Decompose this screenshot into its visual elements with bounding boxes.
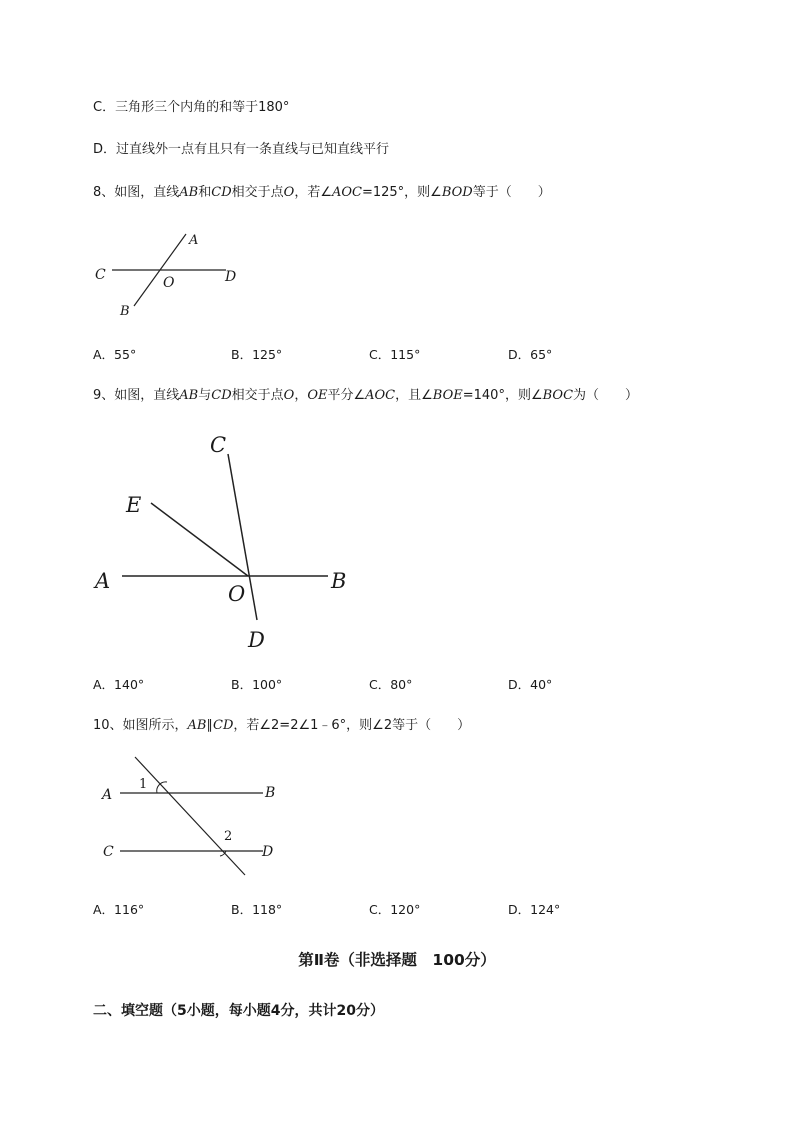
question-10-text <box>93 718 470 734</box>
q8-text-2: 和 <box>198 185 212 200</box>
question-9-text <box>93 388 638 404</box>
q10-angle-1-arc <box>157 782 167 793</box>
q9-text-3: 相交于点 <box>231 388 284 403</box>
q10-label-d: D <box>262 844 274 860</box>
q9-text-2: 与 <box>198 388 212 403</box>
q10-label-a: A <box>102 787 113 803</box>
q8-label-b: B <box>120 304 130 319</box>
q9-text-1: 9、如图，直线 <box>93 388 180 403</box>
q9-text-8: 为（ ） <box>573 388 639 403</box>
q9-label-c: C <box>210 433 227 457</box>
q8-var-ab: AB <box>179 185 199 200</box>
q9-figure <box>88 428 358 658</box>
q8-var-aoc: AOC <box>331 185 362 200</box>
q8-var-bod: BOD <box>441 185 473 200</box>
q10-var-ab: AB <box>187 718 207 733</box>
q9-text-6: ，且∠ <box>395 388 433 403</box>
q8-text-6: 等于（ ） <box>472 185 551 200</box>
q9-text-5: 平分∠ <box>327 388 366 403</box>
section-2-title: 二、填空题（5小题，每小题4分，共计20分） <box>93 1003 384 1019</box>
q9-var-o: O <box>283 388 295 403</box>
q9-text-7: =140°，则∠ <box>462 388 543 403</box>
q9-option-a: A．140° <box>93 677 145 692</box>
q9-text-4: ， <box>294 388 308 403</box>
q9-var-cd: CD <box>211 388 232 403</box>
q8-label-d: D <box>225 269 237 285</box>
q10-label-c: C <box>103 844 114 860</box>
q9-var-oe: OE <box>307 388 328 403</box>
q8-label-o: O <box>163 275 175 291</box>
q8-text-3: 相交于点 <box>231 185 284 200</box>
q9-var-ab: AB <box>179 388 199 403</box>
q8-var-cd: CD <box>211 185 232 200</box>
q9-var-boc: BOC <box>542 388 574 403</box>
q9-label-b: B <box>331 569 347 593</box>
q8-option-c: C．115° <box>369 347 421 362</box>
q8-option-b: B．125° <box>231 347 283 362</box>
q9-option-b: B．100° <box>231 677 283 692</box>
q8-text-1: 8、如图，直线 <box>93 185 180 200</box>
q9-label-e: E <box>126 493 142 517</box>
q8-option-a: A．55° <box>93 347 137 362</box>
q9-label-d: D <box>248 628 265 652</box>
question-8-text <box>93 185 551 201</box>
q10-option-d: D．124° <box>508 902 561 917</box>
q8-text-4: ，若∠ <box>294 185 332 200</box>
q10-label-b: B <box>265 785 276 801</box>
q8-figure <box>90 228 260 323</box>
q9-label-a: A <box>95 569 111 593</box>
q10-var-cd: CD <box>213 718 234 733</box>
q10-transversal <box>135 757 245 875</box>
q9-option-c: C．80° <box>369 677 413 692</box>
q8-var-o: O <box>283 185 295 200</box>
q8-text-5: =125°，则∠ <box>361 185 442 200</box>
q10-option-b: B．118° <box>231 902 283 917</box>
part-2-heading: 第Ⅱ卷（非选择题 100分） <box>298 951 496 969</box>
q9-option-d: D．40° <box>508 677 553 692</box>
q9-ray-oe <box>151 503 248 576</box>
q8-option-d: D．65° <box>508 347 553 362</box>
q9-var-aoc: AOC <box>365 388 396 403</box>
q10-label-1: 1 <box>139 777 148 792</box>
q10-text-3: ，若∠2=2∠1﹣6°，则∠2等于（ ） <box>233 718 471 733</box>
q9-label-o: O <box>228 582 246 606</box>
q8-label-c: C <box>95 267 106 283</box>
q10-figure <box>95 752 295 882</box>
q8-label-a: A <box>189 233 199 248</box>
q9-var-boe: BOE <box>432 388 463 403</box>
q10-label-2: 2 <box>224 829 233 844</box>
q10-text-2: ∥ <box>206 718 213 733</box>
q10-option-c: C．120° <box>369 902 421 917</box>
q10-text-1: 10、如图所示， <box>93 718 188 733</box>
q10-option-a: A．116° <box>93 902 145 917</box>
option-c-line: C．三角形三个内角的和等于180° <box>93 100 290 115</box>
option-d-line: D．过直线外一点有且只有一条直线与已知直线平行 <box>93 142 390 157</box>
